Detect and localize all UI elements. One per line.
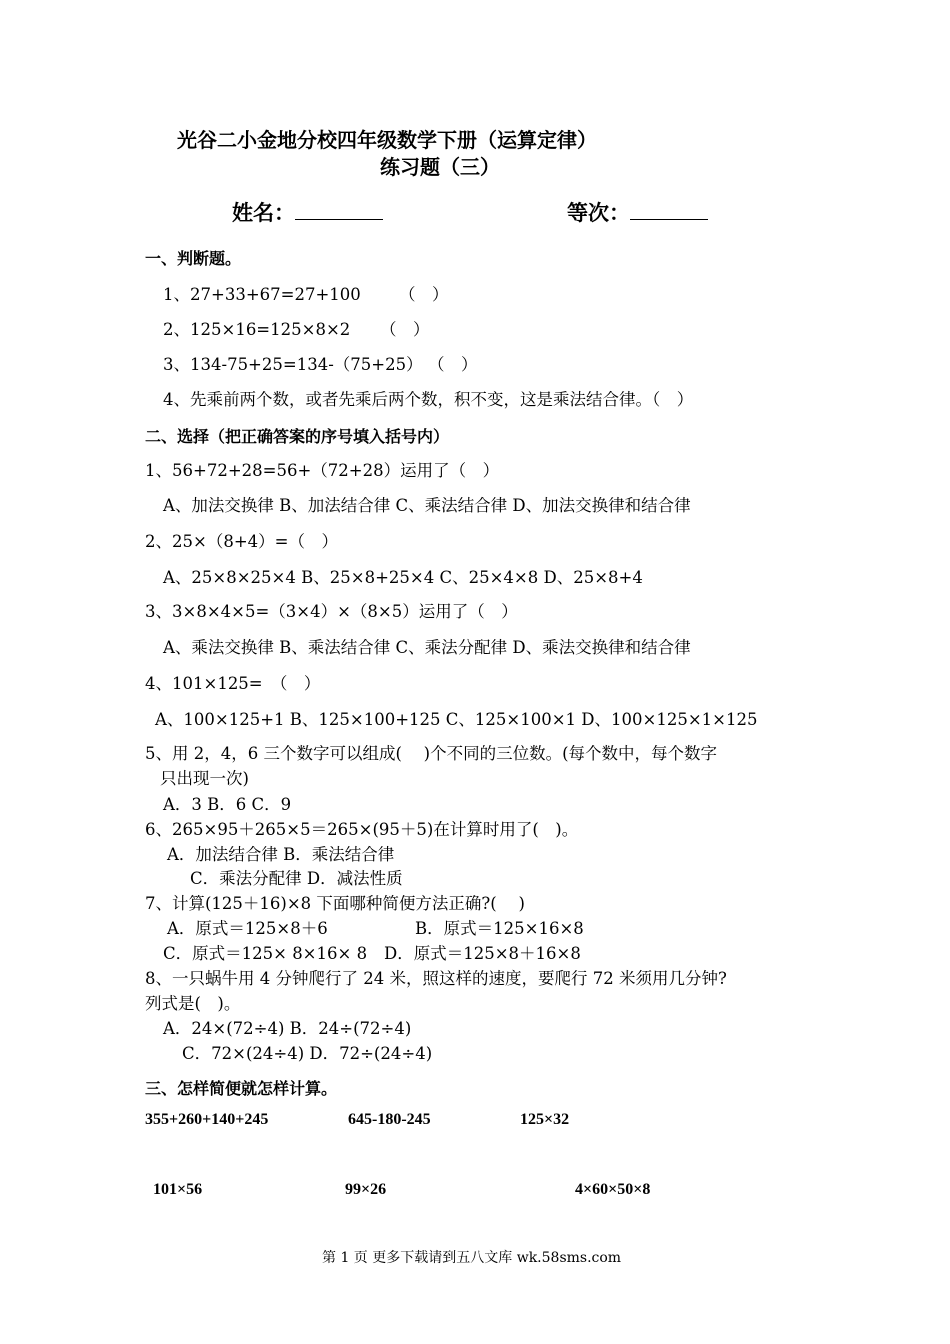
question-line: 6、265×95＋265×5＝265×(95＋5)在计算时用了( )。: [145, 820, 579, 839]
calc-problem: 101×56: [153, 1181, 203, 1198]
calc-problem: 355+260+140+245: [145, 1111, 269, 1128]
grade-blank[interactable]: [630, 201, 708, 220]
question-line: 5、用 2，4，6 三个数字可以组成( )个不同的三位数。(每个数中，每个数字: [145, 744, 718, 763]
title-line-2: 练习题（三）: [380, 155, 500, 179]
choice-option-c: C．原式＝125× 8×16× 8: [163, 944, 368, 963]
question-line-cont: 列式是( )。: [145, 994, 241, 1013]
name-label: 姓名：: [232, 201, 295, 225]
calc-problem: 645-180-245: [348, 1111, 431, 1128]
choice-line: C．72×(24÷4) D．72÷(24÷4): [182, 1044, 433, 1063]
choice-line: A、25×8×25×4 B、25×8+25×4 C、25×4×8 D、25×8+4: [163, 568, 643, 587]
choice-line: A、加法交换律 B、加法结合律 C、乘法结合律 D、加法交换律和结合律: [163, 496, 691, 515]
section1-heading: 一、判断题。: [145, 249, 242, 268]
choice-option-a: A．原式＝125×8＋6: [167, 919, 328, 938]
question-line: 2、25×（8+4）=（ ）: [145, 532, 338, 551]
section3-heading: 三、怎样简便就怎样计算。: [145, 1079, 338, 1098]
calc-problem: 99×26: [345, 1181, 387, 1198]
judge-item: 3、134-75+25=134-（75+25）: [163, 355, 423, 374]
choice-option-d: D．原式＝125×8＋16×8: [384, 944, 581, 963]
grade-field: [567, 197, 708, 227]
choice-option-b: B．原式＝125×16×8: [415, 919, 584, 938]
name-blank[interactable]: [295, 201, 383, 220]
question-line: 1、56+72+28=56+（72+28）运用了（ ）: [145, 461, 500, 480]
title-line-1: 光谷二小金地分校四年级数学下册（运算定律）: [177, 128, 597, 152]
answer-bracket[interactable]: （ ）: [380, 320, 430, 339]
choice-line: A、100×125+1 B、125×100+125 C、125×100×1 D、100×125×1×125: [155, 710, 758, 729]
question-line: 4、101×125= （ ）: [145, 674, 321, 693]
question-line-cont: 只出现一次): [160, 769, 249, 788]
name-field: [232, 197, 383, 227]
calc-problem: 4×60×50×8: [575, 1181, 651, 1198]
question-line: 8、一只蜗牛用 4 分钟爬行了 24 米，照这样的速度，要爬行 72 米须用几分钟?: [145, 969, 727, 988]
choice-line: A．24×(72÷4) B．24÷(72÷4): [163, 1019, 412, 1038]
answer-bracket[interactable]: （ ）: [399, 285, 449, 304]
judge-item: 1、27+33+67=27+100: [163, 285, 361, 304]
question-line: 3、3×8×4×5=（3×4）×（8×5）运用了（ ）: [145, 602, 518, 621]
choice-line: A、乘法交换律 B、乘法结合律 C、乘法分配律 D、乘法交换律和结合律: [163, 638, 691, 657]
calc-problem: 125×32: [520, 1111, 570, 1128]
choice-line: C．乘法分配律 D．减法性质: [190, 869, 403, 888]
choice-line: A．加法结合律 B．乘法结合律: [167, 845, 395, 864]
question-line: 7、计算(125＋16)×8 下面哪种简便方法正确?( ): [145, 894, 525, 913]
judge-item: 2、125×16=125×8×2: [163, 320, 351, 339]
grade-label: 等次：: [567, 201, 630, 225]
answer-bracket[interactable]: （ ）: [428, 355, 478, 374]
choice-line: A．3 B．6 C．9: [163, 795, 292, 814]
judge-item: 4、先乘前两个数，或者先乘后两个数，积不变，这是乘法结合律。（ ）: [163, 390, 694, 409]
section2-heading: 二、选择（把正确答案的序号填入括号内）: [145, 427, 450, 446]
page-footer: 第 1 页 更多下载请到五八文库 wk.58sms.com: [322, 1250, 622, 1266]
